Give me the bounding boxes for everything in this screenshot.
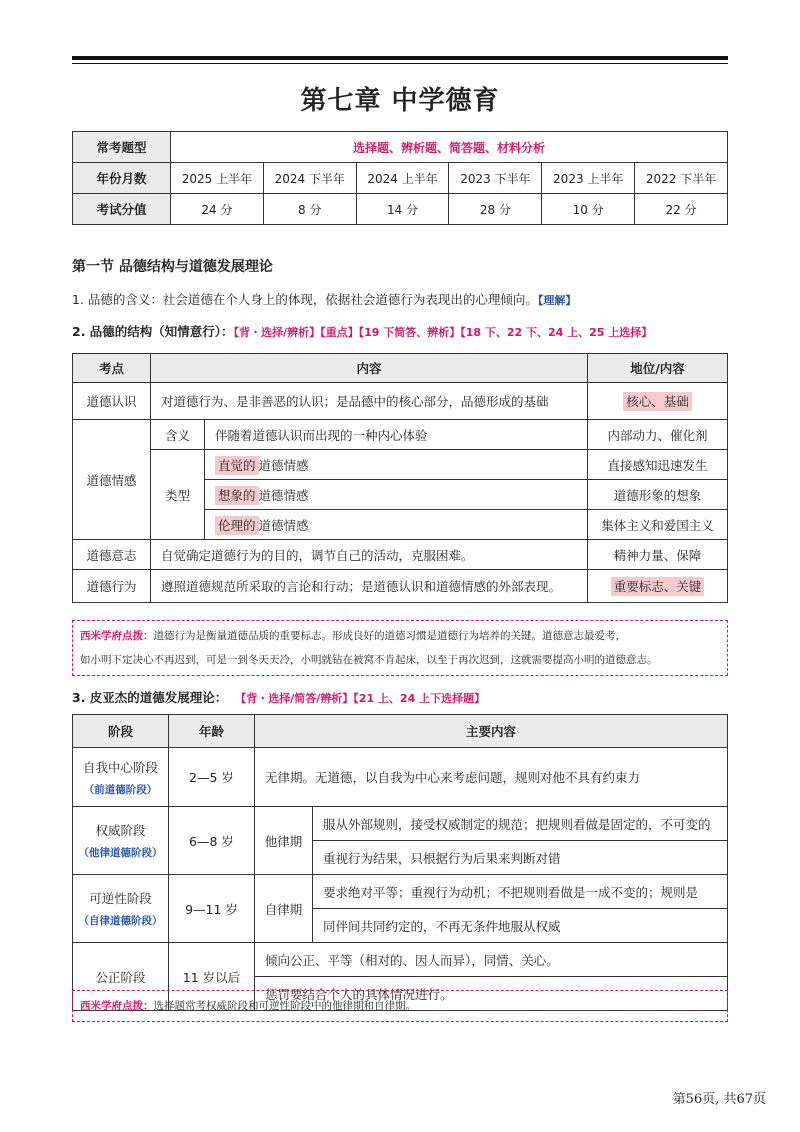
meaning-label: 含义 <box>151 420 205 450</box>
moral-structure-table <box>72 353 728 603</box>
emotion-type-status: 道德形象的想象 <box>588 480 728 510</box>
section-heading: 第一节 品德结构与道德发展理论 <box>72 259 273 275</box>
stage-cell <box>73 748 169 807</box>
understand-tag: 【理解】 <box>537 294 577 307</box>
tip-label: 西米学府点拨： <box>80 630 154 642</box>
row-label-cognition: 道德认识 <box>73 383 151 420</box>
cognition-content: 对道德行为、是非善恶的认识；是品德中的核心部分，品德形成的基础 <box>151 383 588 420</box>
col-header-status: 地位/内容 <box>588 354 728 383</box>
stage-name: 可逆性阶段 <box>89 891 152 906</box>
emotion-type-rest: 道德情感 <box>258 487 309 503</box>
score-cell: 22 分 <box>635 194 728 225</box>
will-content: 自觉确定道德行为的目的，调节自己的活动，克服困难。 <box>151 540 588 570</box>
paragraph-moral-meaning <box>72 290 576 308</box>
emotion-meaning-status: 内部动力、催化剂 <box>588 420 728 450</box>
behavior-status-cell <box>588 570 728 603</box>
stage-cell <box>73 875 169 943</box>
paragraph-text: 1. 品德的含义：社会道德在个人身上的体现，依据社会道德行为表现出的心理倾向。 <box>72 292 538 307</box>
chapter-title: 第七章 中学德育 <box>300 86 500 116</box>
col-header-main: 主要内容 <box>255 715 728 748</box>
col-header-point: 考点 <box>73 354 151 383</box>
stage-subtitle: （他律道德阶段） <box>78 847 163 859</box>
year-cell: 2023 上半年 <box>542 163 635 194</box>
col-header-stage: 阶段 <box>73 715 169 748</box>
stage-age: 6—8 岁 <box>169 807 255 875</box>
page-number: 第56页, 共67页 <box>672 1092 766 1107</box>
emotion-type-highlight: 想象的 <box>215 486 259 505</box>
cognition-status-cell <box>588 383 728 420</box>
stage-age: 9—11 岁 <box>169 875 255 943</box>
scores-label: 考试分值 <box>73 194 171 225</box>
col-header-content: 内容 <box>151 354 588 383</box>
behavior-status: 重要标志、关键 <box>611 577 705 596</box>
stage-cell <box>73 807 169 875</box>
exam-summary-table <box>72 131 728 225</box>
emotion-type-rest: 道德情感 <box>258 517 309 533</box>
paragraph-text: 3. 皮亚杰的道德发展理论： <box>72 690 228 705</box>
stage-law: 自律期 <box>255 875 313 943</box>
emotion-type-highlight: 伦理的 <box>215 516 259 535</box>
emotion-type <box>205 480 588 510</box>
score-cell: 8 分 <box>263 194 356 225</box>
tip-line-1 <box>80 624 720 648</box>
tip-label: 西米学府点拨： <box>80 1000 154 1012</box>
top-rule-thin <box>72 63 728 64</box>
score-cell: 28 分 <box>449 194 542 225</box>
stage-content: 同伴间共同约定的，不再无条件地服从权威 <box>313 909 728 943</box>
question-types-label: 常考题型 <box>73 132 171 163</box>
row-label-behavior: 道德行为 <box>73 570 151 603</box>
paragraph-piaget <box>72 688 485 706</box>
tip-box-1 <box>72 620 728 676</box>
exam-tag: 【背・选择/简答/辨析】【21 上、24 上下选择题】 <box>235 692 486 705</box>
col-header-age: 年龄 <box>169 715 255 748</box>
stage-content: 惩罚要结合个人的具体情况进行。 <box>255 977 728 1011</box>
question-types-value: 选择题、辨析题、简答题、材料分析 <box>171 132 728 163</box>
exam-tag: 【背・选择/辨析】【重点】【19 下简答、辨析】【18 下、22 下、24 上、25 上选择】 <box>233 326 653 339</box>
will-status: 精神力量、保障 <box>588 540 728 570</box>
stage-name: 权威阶段 <box>95 823 146 838</box>
stage-subtitle: （自律道德阶段） <box>78 915 163 927</box>
piaget-table <box>72 714 728 1011</box>
emotion-type-status: 集体主义和爱国主义 <box>588 510 728 540</box>
tip-text: 选择题常考权威阶段和可逆性阶段中的他律期和自律期。 <box>153 1000 416 1012</box>
stage-subtitle: （前道德阶段） <box>83 783 158 796</box>
tip-box-2 <box>72 990 728 1022</box>
tip-text: 道德行为是衡量道德品质的重要标志。形成良好的道德习惯是道德行为培养的关键。道德意志最爱考， <box>153 630 626 642</box>
row-label-will: 道德意志 <box>73 540 151 570</box>
score-cell: 14 分 <box>356 194 449 225</box>
year-cell: 2025 上半年 <box>171 163 264 194</box>
behavior-content: 遵照道德规范所采取的言论和行动；是道德认识和道德情感的外部表现。 <box>151 570 588 603</box>
score-cell: 10 分 <box>542 194 635 225</box>
stage-age: 2—5 岁 <box>169 748 255 807</box>
paragraph-text: 2. 品德的结构（知情意行）： <box>72 324 234 339</box>
tip-line-2: 如小明下定决心不再迟到，可是一到冬天天冷，小明就钻在被窝不肯起床，以至于再次迟到，这就需要提高小明的道德意志。 <box>80 654 658 666</box>
year-cell: 2024 上半年 <box>356 163 449 194</box>
year-cell: 2024 下半年 <box>263 163 356 194</box>
stage-content: 倾向公正、平等（相对的、因人而异），同情、关心。 <box>255 943 728 977</box>
years-label: 年份月数 <box>73 163 171 194</box>
score-cell: 24 分 <box>171 194 264 225</box>
stage-content: 要求绝对平等；重视行为动机；不把规则看做是一成不变的；规则是 <box>313 875 728 909</box>
emotion-type <box>205 450 588 480</box>
year-cell: 2022 下半年 <box>635 163 728 194</box>
stage-content: 重视行为结果，只根据行为后果来判断对错 <box>313 841 728 875</box>
paragraph-moral-structure <box>72 322 652 340</box>
stage-name: 公正阶段 <box>73 943 169 1011</box>
emotion-type <box>205 510 588 540</box>
stage-content: 服从外部规则，接受权威制定的规范；把规则看做是固定的，不可变的 <box>313 807 728 841</box>
year-cell: 2023 下半年 <box>449 163 542 194</box>
stage-age: 11 岁以后 <box>169 943 255 1011</box>
top-rule <box>72 56 728 60</box>
stage-content: 无律期。无道德，以自我为中心来考虑问题，规则对他不具有约束力 <box>255 748 728 807</box>
emotion-type-status: 直接感知迅速发生 <box>588 450 728 480</box>
emotion-type-rest: 道德情感 <box>258 457 309 473</box>
row-label-emotion: 道德情感 <box>73 420 151 540</box>
cognition-status: 核心、基础 <box>623 392 692 411</box>
emotion-meaning: 伴随着道德认识而出现的一种内心体验 <box>205 420 588 450</box>
types-label: 类型 <box>151 450 205 540</box>
emotion-type-highlight: 直觉的 <box>215 456 259 475</box>
stage-name: 自我中心阶段 <box>82 759 158 775</box>
stage-law: 他律期 <box>255 807 313 875</box>
